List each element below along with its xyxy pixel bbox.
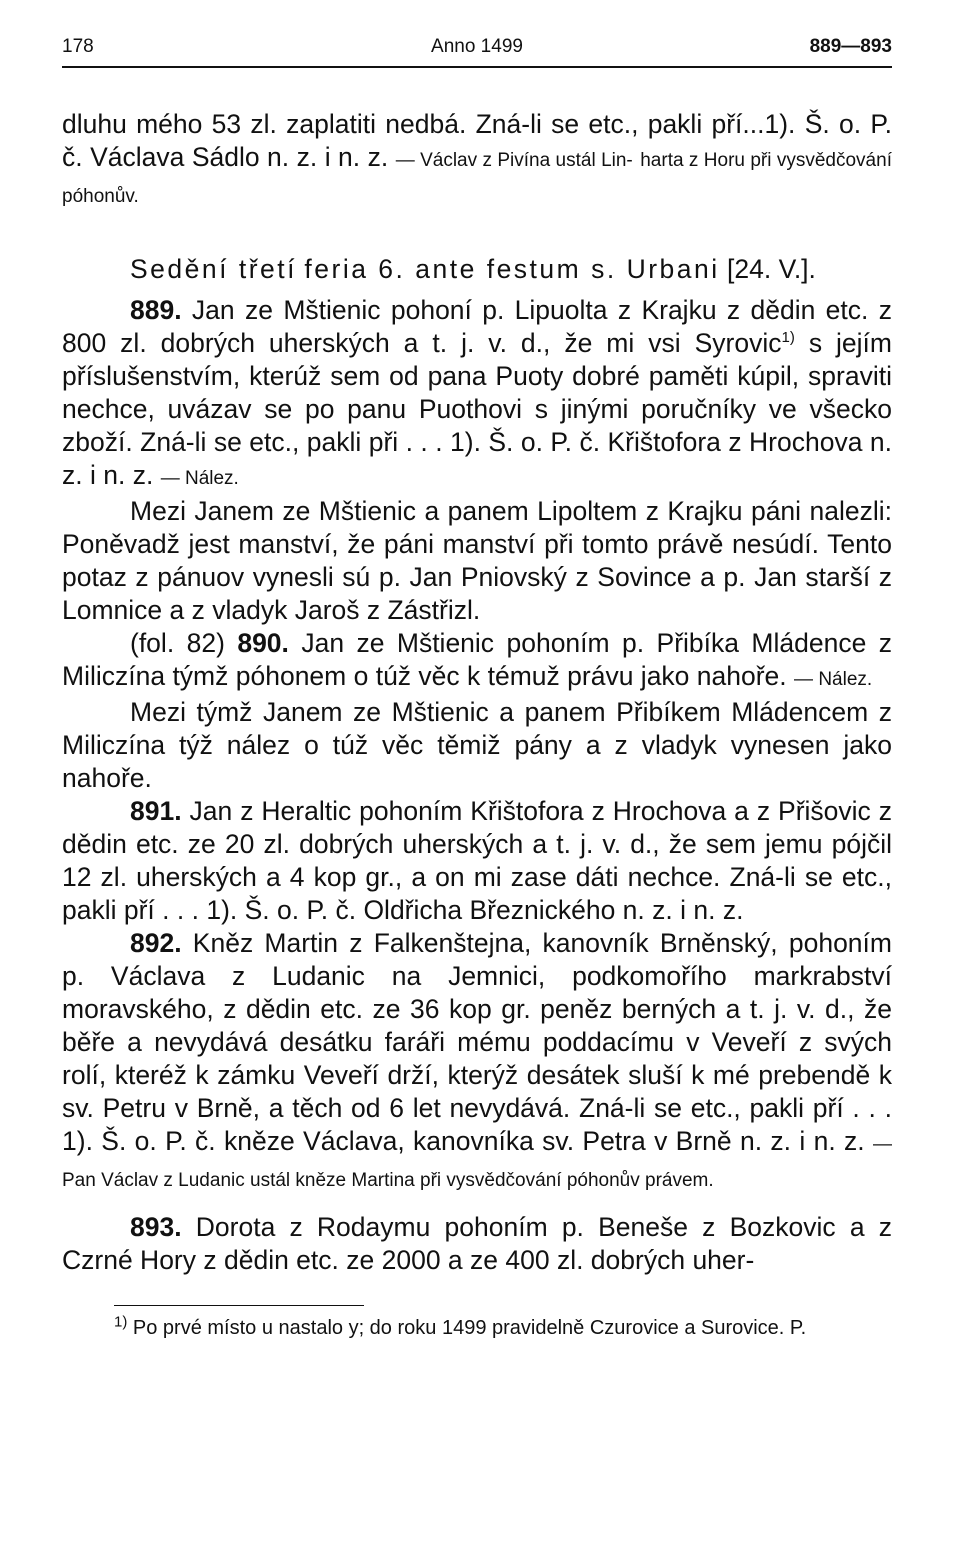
entry-note: — Pan Václav z Ludanic ustál kněze Martina při vysvědčování póhonův právem. (62, 1134, 892, 1191)
intro-paragraph (62, 108, 892, 213)
page-number: 178 (62, 36, 94, 57)
intro-line-2: Š. o. P. č. Václava Sádlo n. z. i n. z. (62, 109, 892, 172)
session-latin: feria 6. ante festum s. Urbani (304, 254, 720, 284)
running-header (62, 30, 892, 64)
entry-891 (62, 795, 892, 927)
intro-note-cont: harta z Horu při vysvědčování póhonův. (62, 150, 892, 207)
entry-number: 891. (130, 796, 182, 826)
intro-line-1: dluhu mého 53 zl. zaplatiti nedbá. Zná-li se etc., pakli pří...1). (62, 109, 796, 139)
entry-890 (62, 627, 892, 696)
session-date: [24. V.]. (727, 254, 816, 284)
entry-text: Dorota z Rodaymu pohoním p. Beneše z Bozkovic a z Czrné Hory z dědin etc. ze 2000 a ze 400 zl. dobrých uher- (62, 1212, 892, 1275)
entry-number: 890. (237, 628, 289, 658)
entry-889 (62, 294, 892, 495)
entry-text: Jan ze Mštienic pohoní p. Lipuolta z Krajku z dědin etc. z 800 zl. dobrých uherských a t. j. v. d., že mi vsi Syrovic (62, 295, 892, 358)
entry-note: — Nález. (794, 669, 873, 690)
entry-text-cont: s jejím příslušenstvím, kterúž sem od pana Puoty dobré paměti kúpil, spraviti nechce, uvázav se po panu Puothovi s jinými poručníky ve všecko zboží. Zná-li se etc., pakli při . . . 1). Š. o. P. č. Křištofora z Hrochova n. z. i n. z. (62, 328, 892, 490)
entry-number: 892. (130, 928, 182, 958)
entry-number: 889. (130, 295, 182, 325)
footnote (62, 1312, 892, 1344)
entry-note: — Nález. (160, 468, 239, 489)
entry-text: Kněz Martin z Falkenštejna, kanovník Brněnský, pohoním p. Václava z Ludanic na Jemnici, podkomořího markrabství moravského, z dědin etc. ze 36 kop gr. peněz berných a t. j. v. d., že běře a nevydává desátku faráři mému poddacímu v Veveří z svých rolí, kteréž k zámku Veveří drží, kterýž desátek sluší k mé prebendě k sv. Petru v Brně, a těch od 6 let nevydává. Zná-li se etc., pakli pří . . . 1). Š. o. P. č. kněze Václava, kanovníka sv. Petra v Brně n. z. i n. z. (62, 928, 892, 1156)
entry-893 (62, 1211, 892, 1277)
entry-892 (62, 927, 892, 1197)
entry-890-finding: Mezi týmž Janem ze Mštienic a panem Přibíkem Mládencem z Miliczína týž nález o túž věc těmiž pány a z vladyk vynesen jako nahoře. (62, 697, 892, 793)
session-heading (62, 253, 892, 286)
footnote-marker: 1) (114, 1313, 128, 1331)
header-rule (62, 66, 892, 68)
entry-text: Jan ze Mštienic pohoním p. Přibíka Mládence z Miliczína týmž póhonem o túž věc k témuž právu jako nahoře. (62, 628, 892, 691)
footnote-rule (114, 1305, 364, 1306)
entry-number: 893. (130, 1212, 182, 1242)
page-body (62, 108, 892, 1277)
footnote-reference: 1) (781, 329, 795, 347)
folio-reference: (fol. 82) (130, 628, 225, 658)
session-lead: Sedění třetí (130, 254, 298, 284)
entry-text: Jan z Heraltic pohoním Křištofora z Hrochova a z Přišovic z dědin etc. ze 20 zl. dobrých uherských a t. j. v. d., že sem jemu pójčil 12 zl. uherských a 4 kop gr., a on mi zase dáti nechce. Zná-li se etc., pakli pří . . . 1). Š. o. P. č. Oldřicha Březnického n. z. i n. z. (62, 796, 892, 925)
intro-note: — Václav z Pivína ustál Lin- (395, 150, 633, 171)
running-title: Anno 1499 (431, 36, 523, 57)
entry-range: 889—893 (809, 36, 892, 57)
page (62, 30, 892, 1364)
entry-889-finding: Mezi Janem ze Mštienic a panem Lipoltem z Krajku páni nalezli: Poněvadž jest manství, že páni manství při tomto právě nesúdí. Tento potaz z pánuov vynesli sú p. Jan Pniovský z Sovince a p. Jan starší z Lomnice a z vladyk Jaroš z Zástřizl. (62, 496, 892, 625)
footnote-text: Po prvé místo u nastalo y; do roku 1499 pravidelně Czurovice a Surovice. P. (132, 1317, 807, 1339)
